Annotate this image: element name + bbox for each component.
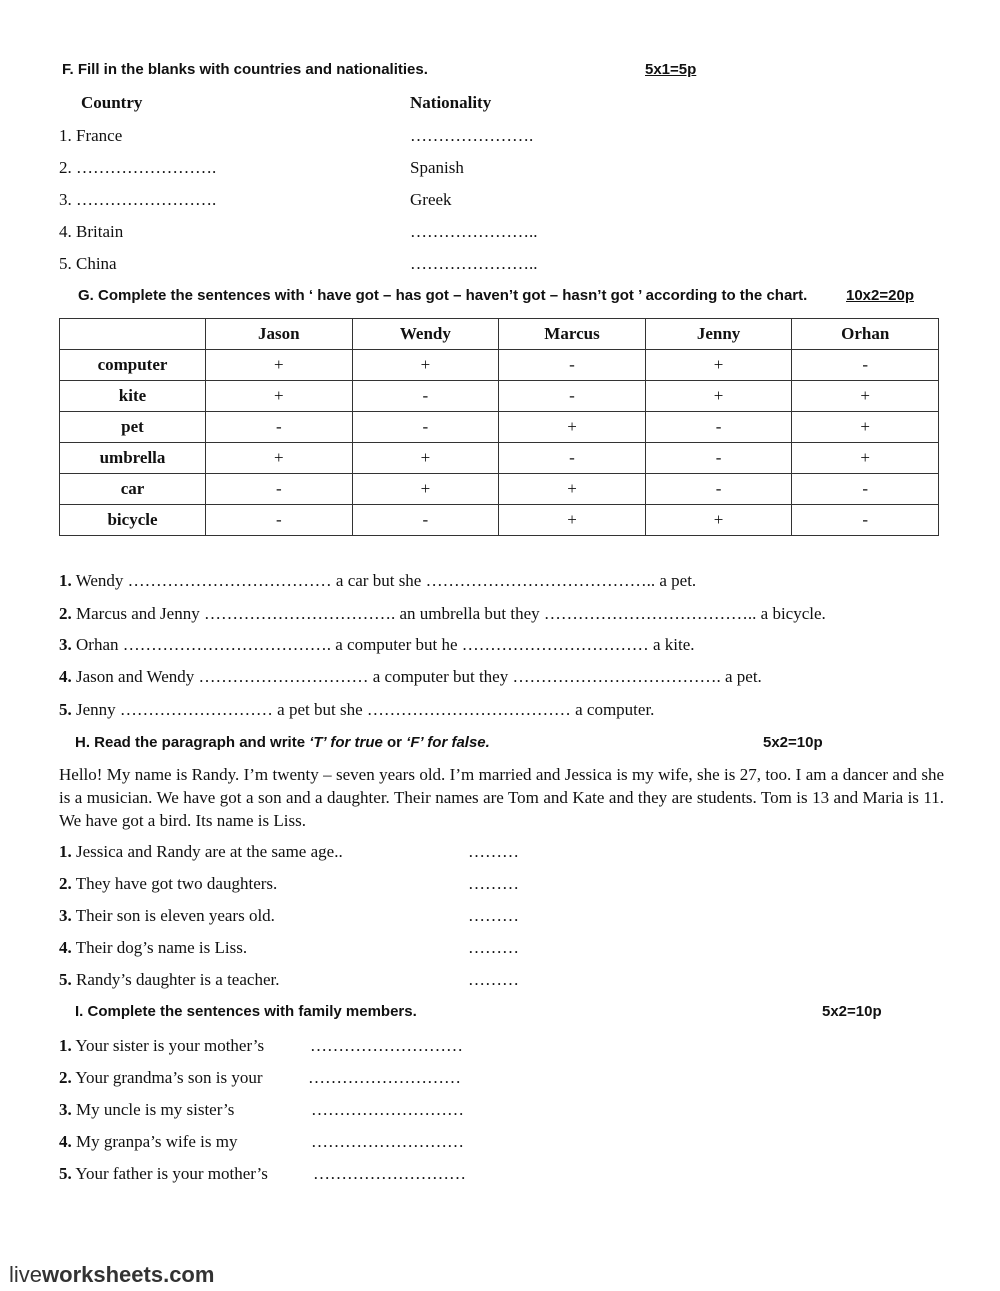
chart-column-header: Jenny [645,319,792,350]
nationality-cell[interactable]: …………………. [410,126,534,145]
chart-row-header: kite [60,381,206,412]
chart-column-header: Orhan [792,319,939,350]
chart-row-header: bicycle [60,505,206,536]
family-answer-blank[interactable]: ……………………… [311,1132,464,1151]
nationality-header: Nationality [410,93,492,112]
chart-cell: + [792,381,939,412]
sentence-number: 3. [59,635,72,654]
country-cell[interactable]: 2. ……………………. [59,158,217,177]
chart-header-row [60,319,939,350]
statement-text: My uncle is my sister’s [71,1100,235,1119]
chart-cell: + [499,412,646,443]
chart-row [60,350,939,381]
chart-cell: - [352,412,499,443]
title-part: ‘T’ for true [309,734,383,751]
tf-statement [59,842,343,862]
chart-row-header: umbrella [60,443,206,474]
chart-column-header: Wendy [352,319,499,350]
section-g-title: G. Complete the sentences with ‘ have got – has got – haven’t got – hasn’t got ’ according to the chart. [78,287,808,304]
possessions-chart [59,318,939,536]
chart-cell: - [206,505,353,536]
chart-row-header: car [60,474,206,505]
statement-number: 3. [59,1100,72,1119]
sentence-number: 1. [59,571,72,590]
family-answer-blank[interactable]: ……………………… [310,1036,463,1055]
country-header: Country [81,93,143,112]
country-cell: 1. France [59,126,123,145]
chart-row [60,443,939,474]
tf-answer-blank[interactable]: ……… [468,938,519,957]
chart-cell: + [352,443,499,474]
family-statement [59,1132,237,1152]
g-sentence[interactable] [59,667,762,687]
tf-statement [59,970,279,990]
g-sentence[interactable] [59,635,695,655]
chart-cell: - [352,381,499,412]
statement-number: 2. [59,1068,72,1087]
chart-cell: + [645,350,792,381]
chart-row [60,381,939,412]
chart-cell: + [352,474,499,505]
statement-text: Your father is your mother’s [71,1164,268,1183]
chart-row-header: computer [60,350,206,381]
chart-row [60,412,939,443]
section-f-title: F. Fill in the blanks with countries and nationalities. [62,61,428,78]
sentence-number: 4. [59,667,72,686]
chart-cell: + [352,350,499,381]
chart-column-header: Jason [206,319,353,350]
statement-text: Their dog’s name is Liss. [71,938,248,957]
chart-cell: - [499,350,646,381]
family-statement [59,1164,268,1184]
family-answer-blank[interactable]: ……………………… [313,1164,466,1183]
title-part: H. Read the paragraph and write [75,734,310,751]
chart-cell: + [792,412,939,443]
tf-answer-blank[interactable]: ……… [468,970,519,989]
family-statement [59,1068,263,1088]
chart-column-header: Marcus [499,319,646,350]
nationality-cell: Greek [410,190,452,209]
sentence-number: 2. [59,604,72,623]
section-f-points: 5x1=5p [645,61,697,78]
statement-number: 4. [59,1132,72,1151]
chart-cell: - [499,443,646,474]
section-h-title [75,734,490,751]
chart-cell: - [645,474,792,505]
chart-row-header: pet [60,412,206,443]
chart-cell: + [206,350,353,381]
title-part: or [382,734,407,751]
statement-text: Your sister is your mother’s [71,1036,265,1055]
title-part: ‘F’ for false. [406,734,490,751]
nationality-cell[interactable]: ………………….. [410,222,538,241]
chart-cell: + [206,381,353,412]
nationality-cell: Spanish [410,158,464,177]
section-i-title: I. Complete the sentences with family members. [75,1003,417,1020]
tf-statement [59,938,247,958]
tf-answer-blank[interactable]: ……… [468,842,519,861]
g-sentence[interactable] [59,571,696,591]
sentence-number: 5. [59,700,72,719]
statement-number: 2. [59,874,72,893]
country-cell: 4. Britain [59,222,124,241]
statement-number: 3. [59,906,72,925]
reading-paragraph: Hello! My name is Randy. I’m twenty – seven years old. I’m married and Jessica is my wife, she is 27, too. I am a dancer and she is a musician. We have got a son and a daughter. Their names are Tom and Kate and they are students. Tom is 13 and Maria is 11. We have got a bird. Its name is Liss. [59,765,944,830]
chart-cell: + [499,474,646,505]
statement-number: 1. [59,842,72,861]
g-sentence[interactable] [59,700,654,720]
statement-text: My granpa’s wife is my [71,1132,238,1151]
nationality-cell[interactable]: ………………….. [410,254,538,273]
section-i-points: 5x2=10p [822,1003,882,1020]
chart-cell: + [645,505,792,536]
statement-number: 1. [59,1036,72,1055]
chart-row [60,474,939,505]
chart-cell: + [645,381,792,412]
tf-statement [59,874,277,894]
statement-number: 5. [59,1164,72,1183]
family-answer-blank[interactable]: ……………………… [311,1100,464,1119]
sentence-text: Jason and Wendy ………………………… a computer but they ………………………………. a pet. [71,667,762,686]
chart-cell: - [645,412,792,443]
statement-text: Their son is eleven years old. [71,906,275,925]
chart-cell: - [206,412,353,443]
sentence-text: Orhan ………………………………. a computer but he …………………………… a kite. [71,635,695,654]
chart-corner-cell [60,319,206,350]
family-statement [59,1100,234,1120]
statement-text: They have got two daughters. [71,874,278,893]
statement-text: Randy’s daughter is a teacher. [71,970,280,989]
chart-cell: - [499,381,646,412]
chart-cell: + [792,443,939,474]
logo-part: .com [163,1262,215,1287]
section-g-points: 10x2=20p [846,287,914,304]
sentence-text: Wendy ……………………………… a car but she ………………………………….. a pet. [71,571,697,590]
sentence-text: Marcus and Jenny ……………………………. an umbrella but they ……………………………….. a bicycle. [71,604,826,623]
sentence-text: Jenny ……………………… a pet but she ……………………………… a computer. [71,700,655,719]
chart-cell: - [792,350,939,381]
chart-cell: + [499,505,646,536]
chart-cell: - [206,474,353,505]
section-h-points: 5x2=10p [763,734,823,751]
logo-part: worksheets [42,1262,164,1287]
family-answer-blank[interactable]: ……………………… [308,1068,461,1087]
statement-number: 5. [59,970,72,989]
statement-number: 4. [59,938,72,957]
chart-cell: + [206,443,353,474]
tf-answer-blank[interactable]: ……… [468,874,519,893]
chart-cell: - [645,443,792,474]
country-cell: 5. China [59,254,117,273]
tf-answer-blank[interactable]: ……… [468,906,519,925]
chart-row [60,505,939,536]
g-sentence[interactable] [59,604,826,624]
liveworksheets-logo[interactable] [9,1262,214,1288]
chart-cell: - [352,505,499,536]
chart-cell: - [792,474,939,505]
statement-text: Jessica and Randy are at the same age.. [71,842,343,861]
country-cell[interactable]: 3. ……………………. [59,190,217,209]
statement-text: Your grandma’s son is your [71,1068,263,1087]
family-statement [59,1036,264,1056]
logo-part: live [9,1262,43,1287]
chart-cell: - [792,505,939,536]
tf-statement [59,906,275,926]
